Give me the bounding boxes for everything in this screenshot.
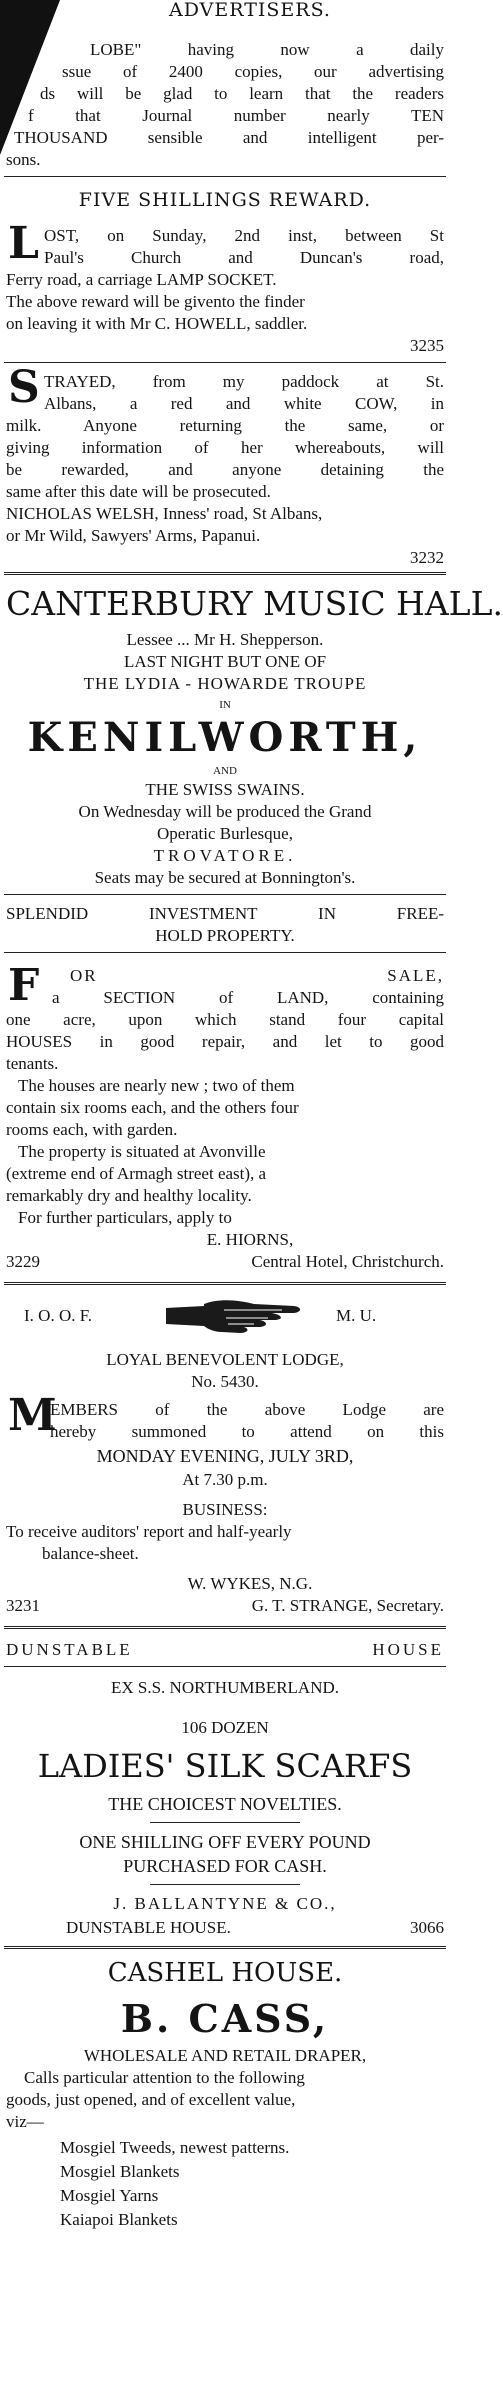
advertisers-line: f that Journal number nearly TEN — [28, 106, 444, 125]
divider — [4, 952, 446, 953]
lodge-agenda: To receive auditors' report and half-yearly — [6, 1522, 292, 1541]
investment-line: (extreme end of Armagh street east), a — [6, 1164, 267, 1183]
lodge-number: No. 5430. — [191, 1372, 259, 1391]
strayed-line: NICHOLAS WELSH, Inness' road, St Albans, — [6, 504, 323, 523]
reward-line: OST, on Sunday, 2nd inst, between St — [44, 226, 444, 245]
cashel-heading: CASHEL HOUSE. — [107, 1958, 343, 1988]
lodge-agenda: balance-sheet. — [42, 1544, 139, 1563]
reward-line: on leaving it with Mr C. HOWELL, saddler. — [6, 314, 308, 333]
divider — [4, 362, 446, 363]
investment-ref: 3229 — [6, 1252, 40, 1271]
divider — [4, 572, 446, 575]
advertisers-line: THOUSAND sensible and intelligent per- — [14, 128, 444, 147]
strayed-line: TRAYED, from my paddock at St. — [44, 372, 444, 391]
cashel-item: Mosgiel Yarns — [60, 2186, 159, 2205]
silk-scarfs-title: LADIES' SILK SCARFS — [37, 1747, 413, 1785]
investment-line: HOUSES in good repair, and let to good — [6, 1032, 444, 1051]
strayed-ref: 3232 — [410, 548, 444, 567]
reward-line: Ferry road, a carriage LAMP SOCKET. — [6, 270, 277, 289]
investment-line: For further particulars, apply to — [18, 1208, 232, 1227]
divider — [4, 176, 446, 177]
investment-line: The houses are nearly new ; two of them — [18, 1076, 295, 1095]
music-hall-line: THE LYDIA - HOWARDE TROUPE — [83, 674, 367, 693]
lodge-line: hereby summoned to attend on this — [50, 1422, 444, 1441]
investment-line: The property is situated at Avonville — [18, 1142, 266, 1161]
dunstable-firm: J. BALLANTYNE & CO., — [113, 1894, 337, 1913]
lodge-line: EMBERS of the above Lodge are — [50, 1400, 444, 1419]
music-hall-line: LAST NIGHT BUT ONE OF — [123, 652, 327, 671]
cashel-item: Mosgiel Blankets — [60, 2162, 180, 2181]
dunstable-cash: PURCHASED FOR CASH. — [123, 1856, 327, 1876]
music-hall-seats: Seats may be secured at Bonnington's. — [94, 868, 356, 887]
trovatore: TROVATORE. — [153, 846, 297, 865]
advertisers-line: ssue of 2400 copies, our advertising — [62, 62, 444, 81]
dunstable-ship: EX S.S. NORTHUMBERLAND. — [110, 1678, 340, 1697]
reward-ref: 3235 — [410, 336, 444, 355]
investment-address: Central Hotel, Christchurch. — [251, 1252, 444, 1271]
investment-line: rooms each, with garden. — [6, 1120, 178, 1139]
reward-dropcap: L — [8, 218, 39, 269]
strayed-line: milk. Anyone returning the same, or — [6, 416, 444, 435]
cashel-trade: WHOLESALE AND RETAIL DRAPER, — [83, 2046, 367, 2065]
music-hall-in: IN — [219, 699, 231, 711]
music-hall-wednesday: On Wednesday will be produced the Grand — [78, 802, 372, 821]
investment-line: contain six rooms each, and the others four — [6, 1098, 299, 1117]
lodge-date: MONDAY EVENING, JULY 3RD, — [96, 1446, 354, 1466]
dunstable-house: DUNSTABLE HOUSE. — [66, 1918, 231, 1937]
strayed-dropcap: S — [8, 362, 40, 413]
divider — [4, 1626, 446, 1629]
kenilworth-title: KENILWORTH, — [27, 714, 423, 761]
reward-line: Paul's Church and Duncan's road, — [44, 248, 444, 267]
investment-dropcap: F — [8, 960, 40, 1011]
investment-heading: HOLD PROPERTY. — [155, 926, 295, 945]
cass-name: B. CASS, — [120, 1996, 330, 2041]
music-hall-lessee: Lessee ... Mr H. Shepperson. — [126, 630, 324, 649]
lodge-right: M. U. — [336, 1306, 377, 1325]
strayed-line: be rewarded, and anyone detaining the — [6, 460, 444, 479]
lodge-signature: W. WYKES, N.G. — [187, 1574, 313, 1593]
lodge-ref: 3231 — [6, 1596, 40, 1615]
clasped-hands-icon — [164, 1292, 314, 1340]
cashel-item: Kaiapoi Blankets — [60, 2210, 178, 2229]
lodge-business: BUSINESS: — [182, 1500, 268, 1519]
investment-line: one acre, upon which stand four capital — [6, 1010, 444, 1029]
dunstable-dozen: 106 DOZEN — [181, 1718, 269, 1737]
divider — [150, 1884, 300, 1885]
investment-line: a SECTION of LAND, containing — [52, 988, 444, 1007]
strayed-line: giving information of her whereabouts, will — [6, 438, 444, 457]
investment-signer: E. HIORNS, — [206, 1230, 294, 1249]
dunstable-novelties: THE CHOICEST NOVELTIES. — [108, 1794, 342, 1814]
advertisers-line: ds will be glad to learn that the readers — [40, 84, 444, 103]
cashel-line: goods, just opened, and of excellent value, — [6, 2090, 296, 2109]
lodge-name: LOYAL BENEVOLENT LODGE, — [106, 1350, 344, 1369]
investment-line: tenants. — [6, 1054, 59, 1073]
investment-heading: SPLENDID INVESTMENT IN FREE- — [6, 904, 444, 923]
lodge-time: At 7.30 p.m. — [182, 1470, 268, 1489]
divider — [4, 1666, 446, 1667]
investment-line: remarkably dry and healthy locality. — [6, 1186, 252, 1205]
advertisers-heading: ADVERTISERS. — [169, 0, 331, 21]
reward-heading: FIVE SHILLINGS REWARD. — [78, 189, 372, 211]
music-hall-title: CANTERBURY MUSIC HALL. — [6, 584, 503, 623]
advertisers-line: sons. — [6, 150, 41, 169]
dunstable-ref: 3066 — [410, 1918, 444, 1937]
dunstable-shilling: ONE SHILLING OFF EVERY POUND — [79, 1832, 371, 1852]
divider — [4, 894, 446, 895]
music-hall-operatic: Operatic Burlesque, — [157, 824, 293, 843]
advertisers-line: LOBE" having now a daily — [90, 40, 444, 59]
reward-line: The above reward will be givento the finder — [6, 292, 305, 311]
dunstable-heading: DUNSTABLE HOUSE — [6, 1640, 444, 1659]
lodge-dropcap: M — [8, 1390, 57, 1441]
cashel-line: Calls particular attention to the following — [24, 2068, 305, 2087]
divider — [4, 1946, 446, 1949]
divider — [150, 1822, 300, 1823]
divider — [4, 1282, 446, 1285]
cashel-line: viz— — [6, 2112, 44, 2131]
strayed-line: Albans, a red and white COW, in — [44, 394, 444, 413]
cashel-item: Mosgiel Tweeds, newest patterns. — [60, 2138, 290, 2157]
lodge-signature: G. T. STRANGE, Secretary. — [251, 1596, 444, 1615]
swiss-swains: THE SWISS SWAINS. — [145, 780, 305, 799]
for-sale: OR SALE, — [70, 966, 444, 985]
strayed-line: or Mr Wild, Sawyers' Arms, Papanui. — [6, 526, 261, 545]
lodge-left: I. O. O. F. — [24, 1306, 93, 1325]
music-hall-and: AND — [213, 765, 237, 777]
strayed-line: same after this date will be prosecuted. — [6, 482, 271, 501]
